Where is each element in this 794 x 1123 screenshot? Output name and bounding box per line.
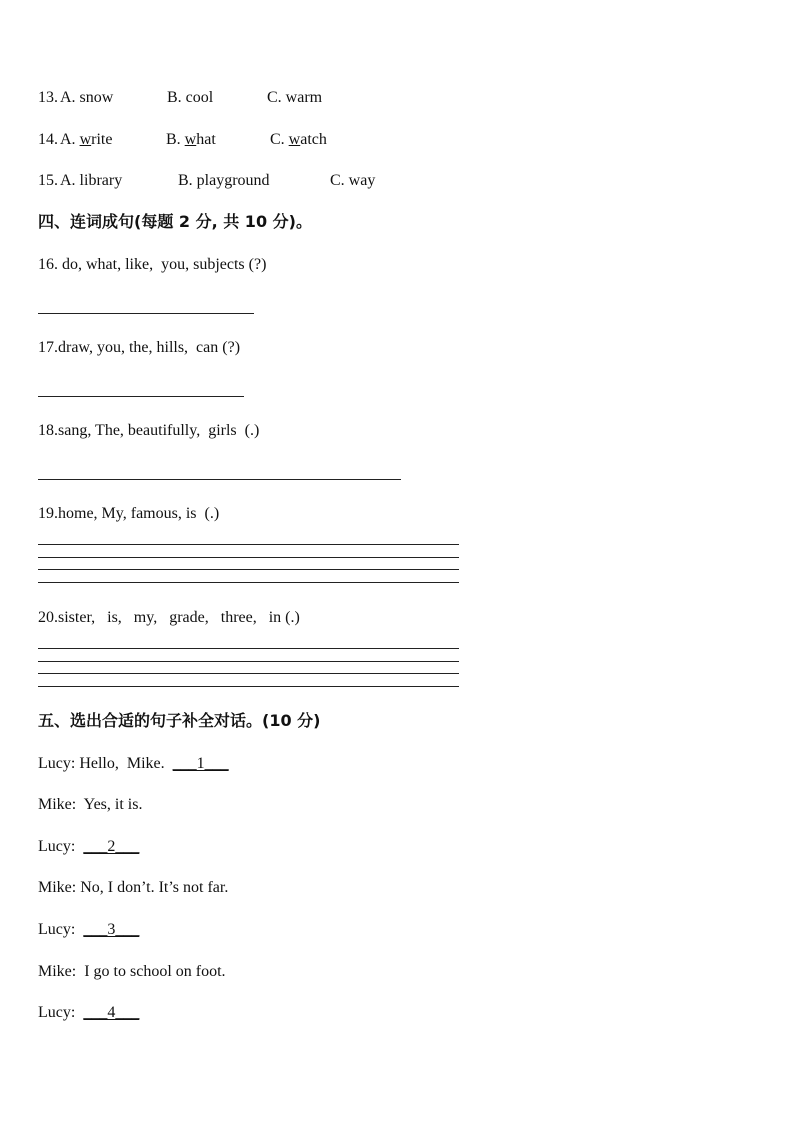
option-b — [166, 130, 216, 150]
option-c: C. way — [330, 172, 376, 189]
answer-line[interactable] — [38, 396, 244, 397]
question-number: 13. — [38, 89, 58, 106]
answer-blank[interactable]: ___4___ — [83, 1004, 140, 1021]
option-a: A. snow — [60, 89, 114, 106]
underlined-letter: w — [288, 131, 301, 148]
answer-line[interactable] — [38, 479, 401, 480]
question-number: 15. — [38, 172, 58, 189]
speaker: Lucy: — [38, 1004, 76, 1021]
section-5-title: 五、选出合适的句子补全对话。(10 分) — [38, 711, 321, 730]
question-13 — [38, 88, 323, 108]
speaker: Mike: — [38, 796, 77, 813]
option-label: B. — [166, 131, 185, 148]
option-rest: rite — [91, 131, 113, 148]
dialog-text: Hello, Mike. — [75, 755, 173, 772]
answer-line[interactable] — [38, 686, 459, 687]
question-16: 16. do, what, like, you, subjects (?) — [38, 256, 267, 273]
answer-blank[interactable]: ___1___ — [172, 755, 229, 772]
question-14 — [38, 130, 327, 150]
option-rest: hat — [196, 131, 216, 148]
question-17: 17.draw, you, the, hills, can (?) — [38, 339, 241, 356]
option-b: B. cool — [167, 89, 214, 106]
dialog-line-5 — [38, 920, 139, 940]
option-a: A. library — [60, 172, 123, 189]
question-15 — [38, 171, 376, 191]
speaker: Lucy: — [38, 838, 76, 855]
speaker: Mike: — [38, 963, 77, 980]
dialog-line-6 — [38, 962, 226, 982]
option-rest: atch — [300, 131, 327, 148]
speaker: Lucy: — [38, 755, 76, 772]
question-number: 14. — [38, 131, 58, 148]
option-c — [270, 130, 327, 150]
answer-line[interactable] — [38, 569, 459, 570]
answer-blank[interactable]: ___3___ — [83, 921, 140, 938]
speaker: Mike: — [38, 879, 77, 896]
dialog-text: Yes, it is. — [76, 796, 143, 813]
answer-line[interactable] — [38, 313, 254, 314]
underlined-letter: w — [184, 131, 197, 148]
dialog-text: I go to school on foot. — [76, 963, 226, 980]
speaker: Lucy: — [38, 921, 76, 938]
dialog-line-7 — [38, 1003, 139, 1023]
dialog-line-2 — [38, 795, 142, 815]
question-18: 18.sang, The, beautifully, girls (.) — [38, 422, 260, 439]
dialog-line-1 — [38, 754, 229, 774]
section-4-title: 四、连词成句(每题 2 分, 共 10 分)。 — [38, 212, 312, 231]
answer-line[interactable] — [38, 582, 459, 583]
answer-line[interactable] — [38, 648, 459, 649]
dialog-line-3 — [38, 837, 139, 857]
option-label: C. — [270, 131, 289, 148]
answer-line[interactable] — [38, 544, 459, 545]
dialog-line-4 — [38, 878, 228, 898]
answer-line[interactable] — [38, 557, 459, 558]
question-20: 20.sister, is, my, grade, three, in (.) — [38, 609, 300, 626]
question-19: 19.home, My, famous, is (.) — [38, 505, 220, 522]
answer-line[interactable] — [38, 673, 459, 674]
underlined-letter: w — [79, 131, 92, 148]
option-c: C. warm — [267, 89, 323, 106]
answer-blank[interactable]: ___2___ — [83, 838, 140, 855]
dialog-text: No, I don’t. It’s not far. — [76, 879, 229, 896]
option-b: B. playground — [178, 172, 270, 189]
option-label: A. — [60, 131, 80, 148]
option-a — [60, 130, 112, 150]
answer-line[interactable] — [38, 661, 459, 662]
